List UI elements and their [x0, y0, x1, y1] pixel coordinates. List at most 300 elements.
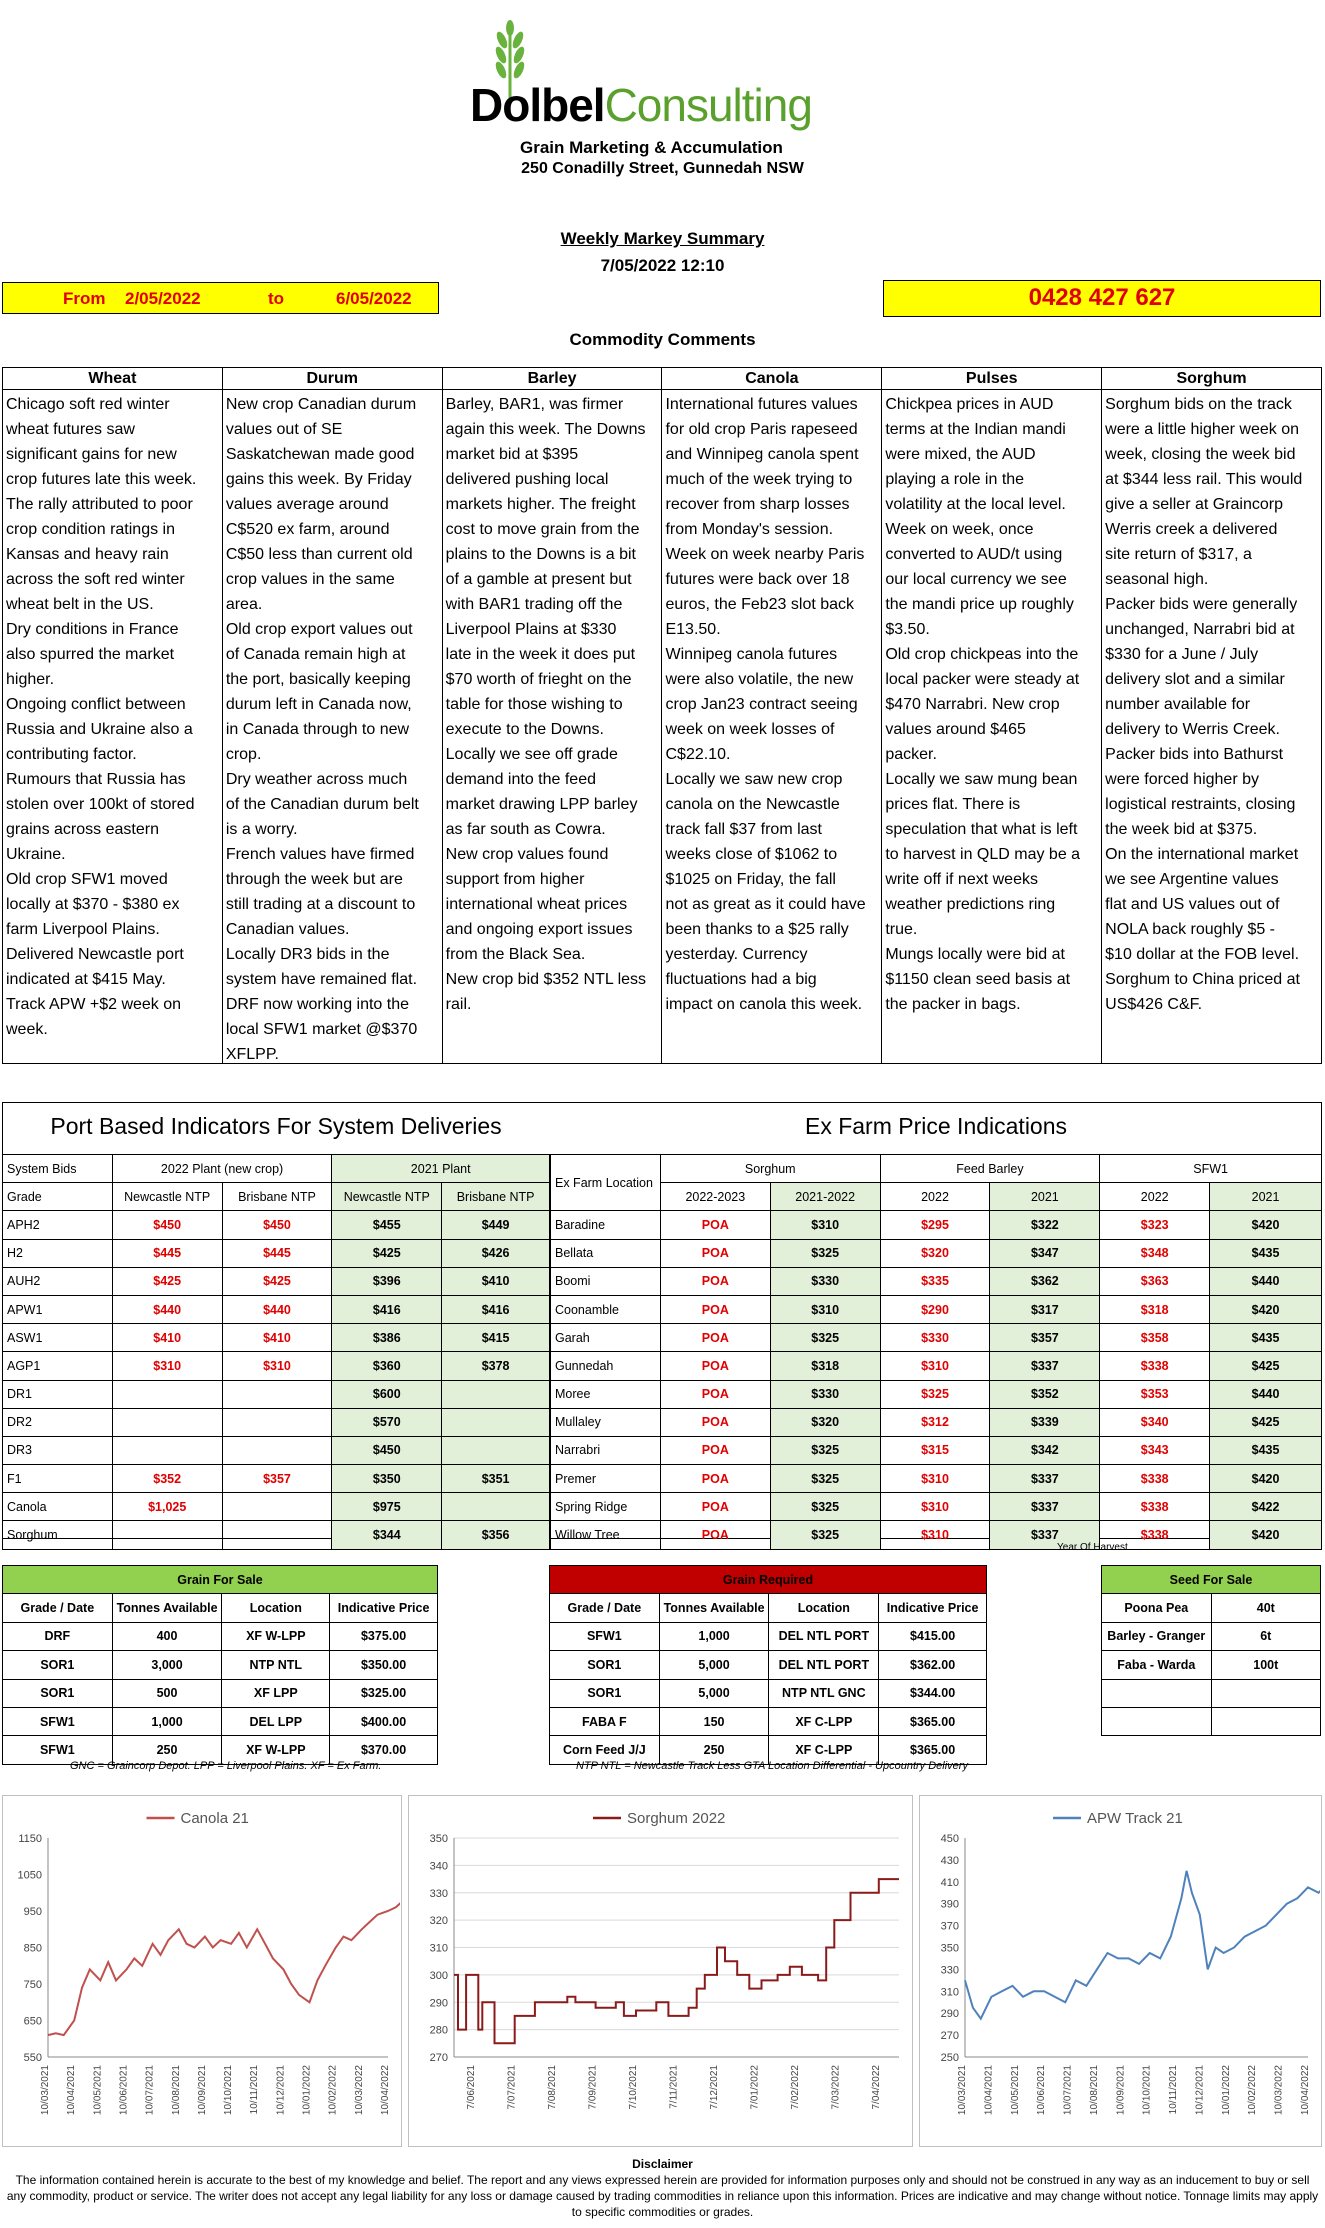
- table-cell: SFW1: [550, 1622, 660, 1650]
- table-row: [3, 1239, 550, 1267]
- price-cell: $325: [880, 1380, 990, 1408]
- price-cell: $310: [880, 1352, 990, 1380]
- sale-note: GNC = Graincorp Depot. LPP = Liverpool Plains. XF = Ex Farm.: [70, 1760, 382, 1772]
- logo-main: Dolbel: [470, 79, 605, 131]
- chart-title: APW Track 21: [1087, 1810, 1183, 1827]
- sorghum-header: Sorghum: [660, 1155, 880, 1183]
- price-cell: $325: [770, 1493, 880, 1521]
- price-cell: $330: [880, 1324, 990, 1352]
- table-cell: Corn Feed J/J: [550, 1736, 660, 1764]
- table-row: [1102, 1707, 1321, 1735]
- table-cell: XF W-LPP: [222, 1736, 330, 1764]
- price-cell: $352: [112, 1465, 222, 1493]
- year-header: 2022: [880, 1183, 990, 1211]
- price-cell: $435: [1210, 1239, 1322, 1267]
- chart-title: Sorghum 2022: [627, 1810, 726, 1827]
- location-cell: Premer: [551, 1465, 661, 1493]
- price-cell: $422: [1210, 1493, 1322, 1521]
- table-cell: 5,000: [659, 1679, 769, 1707]
- table-cell: SOR1: [3, 1651, 113, 1679]
- y-tick-label: 310: [940, 1986, 959, 1999]
- price-cell: $290: [880, 1295, 990, 1323]
- disclaimer-text: The information contained herein is accurate to the best of my knowledge and belief. The report and any views expressed herein are provided for information purposes only and should not be construed in any way as an inducement to buy or sell any commodity, product or service. The writer does not accept any legal liability for any loss or damage caused by trading commodities in reliance upon this information. Prices are indicative and may change without notice. Tonnage limits may apply to specific commodities or grades.: [6, 2173, 1319, 2219]
- y-tick-label: 370: [940, 1920, 959, 1933]
- price-cell: $410: [222, 1324, 332, 1352]
- table-cell: SFW1: [3, 1736, 113, 1764]
- commodity-heading: Sorghum: [1102, 368, 1321, 390]
- y-tick-label: 350: [940, 1942, 959, 1955]
- commodity-column-durum: [223, 368, 443, 1063]
- year-header: 2021: [990, 1183, 1100, 1211]
- table-row: [3, 1352, 550, 1380]
- price-cell: $330: [770, 1380, 880, 1408]
- grain-for-sale-title: Grain For Sale: [3, 1566, 438, 1594]
- logo: [440, 20, 900, 157]
- price-cell: $325: [770, 1436, 880, 1464]
- price-cell: $570: [332, 1408, 442, 1436]
- grade-cell: AUH2: [3, 1267, 113, 1295]
- price-cell: POA: [660, 1211, 770, 1239]
- price-cell: POA: [660, 1465, 770, 1493]
- price-cell: [112, 1436, 222, 1464]
- price-cell: $440: [1210, 1380, 1322, 1408]
- table-cell: [1102, 1679, 1212, 1707]
- price-cell: [222, 1408, 332, 1436]
- price-cell: POA: [660, 1267, 770, 1295]
- table-cell: XF C-LPP: [769, 1736, 879, 1764]
- system-bids-header: System Bids: [3, 1155, 113, 1183]
- price-cell: [112, 1408, 222, 1436]
- price-cell: $353: [1100, 1380, 1210, 1408]
- column-header: Tonnes Available: [659, 1594, 769, 1622]
- y-tick-label: 330: [940, 1964, 959, 1977]
- table-row: [3, 1521, 550, 1549]
- location-cell: Narrabri: [551, 1436, 661, 1464]
- y-tick-label: 320: [429, 1915, 448, 1928]
- y-tick-label: 290: [940, 2008, 959, 2021]
- price-cell: [442, 1408, 550, 1436]
- exfarm-title: Ex Farm Price Indications: [804, 1113, 1068, 1139]
- table-cell: [1211, 1707, 1320, 1735]
- table-cell: DRF: [3, 1622, 113, 1650]
- commodity-comment: Sorghum bids on the track were a little higher week on week, closing the week bid at $344 less rail. This would give a seller at Graincorp Werris creek a delivered site return of $317, a seasonal high. Packer bids were generally unchanged, Narrabri bid at $330 for a June / July delivery slot and a similar number available for delivery to Werris Creek. Packer bids into Bathurst were forced higher by logistical restraints, closing the week bid at $375. On the international market we see Argentine values flat and US values out of NOLA back roughly $5 - $10 dollar at the FOB level. Sorghum to China priced at US$426 C&F.: [1105, 396, 1303, 1013]
- price-cell: [222, 1521, 332, 1549]
- grade-cell: ASW1: [3, 1324, 113, 1352]
- commodity-heading: Pulses: [882, 368, 1101, 390]
- x-tick-label: 7/01/2022: [749, 2065, 761, 2110]
- y-tick-label: 290: [429, 1997, 448, 2010]
- x-tick-label: 10/04/2021: [66, 2065, 78, 2116]
- price-cell: $325: [770, 1324, 880, 1352]
- x-tick-label: 7/09/2021: [587, 2065, 599, 2110]
- table-cell: $370.00: [330, 1736, 438, 1764]
- x-tick-label: 7/06/2021: [466, 2065, 478, 2110]
- x-tick-label: 10/04/2021: [983, 2065, 995, 2116]
- x-tick-label: 10/01/2022: [301, 2065, 313, 2116]
- price-cell: $358: [1100, 1324, 1210, 1352]
- table-row: [550, 1622, 987, 1650]
- table-row: [551, 1239, 1322, 1267]
- table-cell: XF C-LPP: [769, 1707, 879, 1735]
- x-tick-label: 10/02/2022: [1247, 2065, 1259, 2116]
- feed-barley-header: Feed Barley: [880, 1155, 1100, 1183]
- logo-accent: Consulting: [604, 79, 812, 131]
- price-cell: $339: [990, 1408, 1100, 1436]
- grade-cell: DR1: [3, 1380, 113, 1408]
- price-cell: $445: [112, 1239, 222, 1267]
- table-row: [551, 1465, 1322, 1493]
- price-cell: $317: [990, 1295, 1100, 1323]
- table-row: [1102, 1679, 1321, 1707]
- commodity-comments-table: [2, 367, 1322, 1064]
- table-cell: Barley - Granger: [1102, 1622, 1212, 1650]
- price-cell: $449: [442, 1211, 550, 1239]
- chart-title: Canola 21: [180, 1810, 249, 1827]
- seed-for-sale-title: Seed For Sale: [1102, 1566, 1321, 1594]
- x-tick-label: 10/11/2021: [249, 2065, 261, 2115]
- x-tick-label: 7/03/2022: [830, 2065, 842, 2110]
- table-cell: 400: [112, 1622, 222, 1650]
- x-tick-label: 10/09/2021: [196, 2065, 208, 2116]
- location-cell: Gunnedah: [551, 1352, 661, 1380]
- price-cell: $360: [332, 1352, 442, 1380]
- commodity-heading: Durum: [223, 368, 442, 390]
- price-cell: $396: [332, 1267, 442, 1295]
- commodity-comment: Chickpea prices in AUD terms at the Indian mandi were mixed, the AUD playing a role in the volatility at the local level. Week on week, once converted to AUD/t using our local currency we see the mandi price up roughly $3.50. Old crop chickpeas into the local packer were steady at $470 Narrabri. New crop values around $465 packer. Locally we saw mung bean prices flat. There is speculation that what is left to harvest in QLD may be a write off if next weeks weather predictions ring true. Mungs locally were bid at $1150 clean seed basis at the packer in bags.: [885, 396, 1081, 1013]
- y-tick-label: 340: [429, 1860, 448, 1873]
- x-tick-label: 7/10/2021: [628, 2065, 640, 2110]
- table-cell: DEL NTL PORT: [769, 1651, 879, 1679]
- commodity-comment: Barley, BAR1, was firmer again this week. The Downs market bid at $395 delivered pushing local markets higher. The freight cost to move grain from the plains to the Downs is a bit of a gamble at present but with BAR1 trading off the Liverpool Plains at $330 late in the week it does put $70 worth of frieght on the table for those wishing to execute to the Downs. Locally we see off grade demand into the feed market drawing LPP barley as far south as Cowra. New crop values found support from higher international wheat prices and ongoing export issues from the Black Sea. New crop bid $352 NTL less rail.: [445, 396, 647, 1013]
- summary-title: Weekly Markey Summary: [560, 229, 765, 248]
- x-tick-label: 10/02/2022: [327, 2065, 339, 2116]
- table-cell: $365.00: [879, 1707, 987, 1735]
- logo-subtitle: Grain Marketing & Accumulation: [520, 138, 783, 157]
- y-tick-label: 280: [429, 2024, 448, 2037]
- table-row: [551, 1352, 1322, 1380]
- location-cell: Bellata: [551, 1239, 661, 1267]
- table-cell: XF W-LPP: [222, 1622, 330, 1650]
- table-cell: 3,000: [112, 1651, 222, 1679]
- price-cell: $335: [880, 1267, 990, 1295]
- y-tick-label: 300: [429, 1969, 448, 1982]
- chart-canola: [2, 1795, 402, 2147]
- price-cell: $455: [332, 1211, 442, 1239]
- series-line: [454, 1879, 899, 2043]
- series-line: [965, 1871, 1320, 2019]
- table-row: [551, 1436, 1322, 1464]
- column-header: Tonnes Available: [112, 1594, 222, 1622]
- table-row: [551, 1521, 1322, 1549]
- price-cell: $440: [112, 1295, 222, 1323]
- price-cell: $337: [990, 1465, 1100, 1493]
- column-header: Grade / Date: [3, 1594, 113, 1622]
- price-cell: [222, 1493, 332, 1521]
- table-cell: $415.00: [879, 1622, 987, 1650]
- price-cell: POA: [660, 1352, 770, 1380]
- y-tick-label: 850: [23, 1942, 42, 1955]
- table-row: [3, 1493, 550, 1521]
- address: 250 Conadilly Street, Gunnedah NSW: [521, 160, 804, 177]
- table-row: [551, 1295, 1322, 1323]
- location-header: Ex Farm Location: [551, 1155, 661, 1211]
- plant-2021-header: 2021 Plant: [332, 1155, 550, 1183]
- header-row: [550, 1594, 987, 1622]
- table-cell: NTP NTL: [222, 1651, 330, 1679]
- commodity-heading: Barley: [443, 368, 662, 390]
- x-tick-label: 10/07/2021: [1062, 2065, 1074, 2116]
- y-tick-label: 330: [429, 1887, 448, 1900]
- price-cell: $318: [1100, 1295, 1210, 1323]
- table-row: [551, 1211, 1322, 1239]
- price-cell: $350: [332, 1465, 442, 1493]
- x-tick-label: 10/03/2022: [353, 2065, 365, 2116]
- table-cell: SOR1: [550, 1679, 660, 1707]
- sfw1-header: SFW1: [1100, 1155, 1322, 1183]
- table-cell: $400.00: [330, 1707, 438, 1735]
- column-header: Location: [222, 1594, 330, 1622]
- price-cell: $416: [442, 1295, 550, 1323]
- price-cell: $440: [1210, 1267, 1322, 1295]
- grade-cell: AGP1: [3, 1352, 113, 1380]
- column-header: Indicative Price: [330, 1594, 438, 1622]
- price-cell: $435: [1210, 1324, 1322, 1352]
- price-cell: $426: [442, 1239, 550, 1267]
- price-cell: $416: [332, 1295, 442, 1323]
- price-cell: $410: [442, 1267, 550, 1295]
- required-note: NTP NTL = Newcastle Track Less GTA Location Differential - Upcountry Delivery: [576, 1760, 968, 1772]
- price-cell: POA: [660, 1436, 770, 1464]
- commodity-heading: Wheat: [3, 368, 222, 390]
- x-tick-label: 10/06/2021: [118, 2065, 130, 2116]
- price-cell: POA: [660, 1493, 770, 1521]
- price-cell: $357: [990, 1324, 1100, 1352]
- port-indicators-table: [2, 1154, 550, 1550]
- location-cell: Coonamble: [551, 1295, 661, 1323]
- table-row: [3, 1436, 550, 1464]
- price-cell: $320: [770, 1408, 880, 1436]
- commodity-column-canola: [662, 368, 882, 1063]
- table-cell: 250: [112, 1736, 222, 1764]
- price-cell: [442, 1493, 550, 1521]
- price-cell: $425: [1210, 1408, 1322, 1436]
- table-row: [3, 1380, 550, 1408]
- location-cell: Garah: [551, 1324, 661, 1352]
- price-cell: $363: [1100, 1267, 1210, 1295]
- table-row: [3, 1211, 550, 1239]
- price-cell: $315: [880, 1436, 990, 1464]
- table-cell: $350.00: [330, 1651, 438, 1679]
- table-row: [551, 1267, 1322, 1295]
- price-cell: $295: [880, 1211, 990, 1239]
- y-tick-label: 250: [940, 2052, 959, 2064]
- table-row: [3, 1267, 550, 1295]
- price-cell: $310: [880, 1465, 990, 1493]
- price-cell: $310: [880, 1521, 990, 1549]
- price-cell: $445: [222, 1239, 332, 1267]
- price-cell: $450: [332, 1436, 442, 1464]
- x-tick-label: 10/12/2021: [275, 2065, 287, 2116]
- year-header: 2021-2022: [770, 1183, 880, 1211]
- grade-header: Grade: [3, 1183, 113, 1211]
- brisbane-header: Brisbane NTP: [442, 1183, 550, 1211]
- y-tick-label: 950: [23, 1906, 42, 1918]
- y-tick-label: 410: [940, 1876, 959, 1889]
- price-cell: $323: [1100, 1211, 1210, 1239]
- price-cell: $425: [1210, 1352, 1322, 1380]
- table-row: [3, 1679, 438, 1707]
- table-cell: NTP NTL GNC: [769, 1679, 879, 1707]
- price-cell: [222, 1436, 332, 1464]
- table-cell: 6t: [1211, 1622, 1320, 1650]
- year-header: 2021: [1210, 1183, 1322, 1211]
- disclaimer-title: Disclaimer: [632, 2157, 693, 2171]
- x-tick-label: 7/11/2021: [668, 2065, 680, 2109]
- commodity-column-pulses: [882, 368, 1102, 1063]
- x-tick-label: 10/10/2021: [223, 2065, 235, 2116]
- grade-cell: APW1: [3, 1295, 113, 1323]
- from-label: From: [63, 289, 106, 308]
- commodity-heading: Canola: [662, 368, 881, 390]
- apw-chart-svg: [920, 1796, 1320, 2145]
- x-tick-label: 10/07/2021: [144, 2065, 156, 2116]
- price-cell: $337: [990, 1493, 1100, 1521]
- price-cell: POA: [660, 1295, 770, 1323]
- newcastle-header: Newcastle NTP: [332, 1183, 442, 1211]
- table-cell: FABA F: [550, 1707, 660, 1735]
- table-cell: 100t: [1211, 1651, 1320, 1679]
- price-cell: $415: [442, 1324, 550, 1352]
- price-cell: $425: [332, 1239, 442, 1267]
- to-label: to: [268, 289, 285, 308]
- table-cell: SOR1: [550, 1651, 660, 1679]
- grade-cell: DR2: [3, 1408, 113, 1436]
- x-tick-label: 10/08/2021: [170, 2065, 182, 2116]
- year-header: 2022: [1100, 1183, 1210, 1211]
- x-tick-label: 10/06/2021: [1036, 2065, 1048, 2116]
- y-tick-label: 390: [940, 1898, 959, 1911]
- commodity-column-barley: [443, 368, 663, 1063]
- table-cell: Faba - Warda: [1102, 1651, 1212, 1679]
- table-row: [3, 1324, 550, 1352]
- year-header: 2022-2023: [660, 1183, 770, 1211]
- price-cell: $351: [442, 1465, 550, 1493]
- grade-cell: F1: [3, 1465, 113, 1493]
- price-cell: $338: [1100, 1352, 1210, 1380]
- price-cell: POA: [660, 1521, 770, 1549]
- table-cell: 5,000: [659, 1651, 769, 1679]
- price-cell: $310: [770, 1211, 880, 1239]
- seed-for-sale-table: [1101, 1565, 1321, 1736]
- price-cell: [222, 1380, 332, 1408]
- y-tick-label: 1150: [18, 1833, 42, 1845]
- location-cell: Boomi: [551, 1267, 661, 1295]
- table-row: [1102, 1651, 1321, 1679]
- x-tick-label: 10/12/2021: [1194, 2065, 1206, 2116]
- brisbane-header: Brisbane NTP: [222, 1183, 332, 1211]
- x-tick-label: 10/04/2022: [380, 2065, 391, 2116]
- table-row: [551, 1493, 1322, 1521]
- location-cell: Baradine: [551, 1211, 661, 1239]
- table-row: [551, 1408, 1322, 1436]
- table-cell: 150: [659, 1707, 769, 1735]
- exfarm-table: [550, 1154, 1322, 1550]
- x-tick-label: 10/03/2022: [1273, 2065, 1285, 2116]
- table-row: [3, 1707, 438, 1735]
- commodity-comment: Chicago soft red winter wheat futures saw significant gains for new crop futures late this week. The rally attributed to poor crop condition ratings in Kansas and heavy rain across the soft red winter wheat belt in the US. Dry conditions in France also spurred the market higher. Ongoing conflict between Russia and Ukraine also a contributing factor. Rumours that Russia has stolen over 100kt of stored grains across eastern Ukraine. Old crop SFW1 moved locally at $370 - $380 ex farm Liverpool Plains. Delivered Newcastle port indicated at $415 May. Track APW +$2 week on week.: [6, 396, 197, 1038]
- commodity-column-wheat: [3, 368, 223, 1063]
- grade-cell: Canola: [3, 1493, 113, 1521]
- location-cell: Mullaley: [551, 1408, 661, 1436]
- price-cell: $340: [1100, 1408, 1210, 1436]
- price-cell: $310: [880, 1493, 990, 1521]
- table-cell: $362.00: [879, 1651, 987, 1679]
- price-cell: POA: [660, 1324, 770, 1352]
- price-cell: $450: [112, 1211, 222, 1239]
- x-tick-label: 10/11/2021: [1168, 2065, 1180, 2115]
- table-cell: $375.00: [330, 1622, 438, 1650]
- grade-cell: APH2: [3, 1211, 113, 1239]
- price-cell: $440: [222, 1295, 332, 1323]
- x-tick-label: 10/10/2021: [1141, 2065, 1153, 2116]
- table-row: [3, 1408, 550, 1436]
- price-cell: $600: [332, 1380, 442, 1408]
- table-row: [550, 1651, 987, 1679]
- price-cell: $310: [222, 1352, 332, 1380]
- price-cell: $337: [990, 1521, 1100, 1549]
- price-cell: $338: [1100, 1493, 1210, 1521]
- table-row: [551, 1324, 1322, 1352]
- price-cell: $310: [112, 1352, 222, 1380]
- price-cell: $338: [1100, 1521, 1210, 1549]
- price-cell: [442, 1380, 550, 1408]
- price-cell: $322: [990, 1211, 1100, 1239]
- x-tick-label: 7/07/2021: [506, 2065, 518, 2110]
- chart-sorghum: [408, 1795, 913, 2147]
- table-row: [1102, 1622, 1321, 1650]
- price-cell: $342: [990, 1436, 1100, 1464]
- price-cell: $325: [770, 1521, 880, 1549]
- location-cell: Spring Ridge: [551, 1493, 661, 1521]
- newcastle-header: Newcastle NTP: [112, 1183, 222, 1211]
- price-cell: $325: [770, 1239, 880, 1267]
- from-date: 2/05/2022: [125, 289, 201, 308]
- y-tick-label: 310: [429, 1942, 448, 1955]
- grain-required-title: Grain Required: [550, 1566, 987, 1594]
- x-tick-label: 7/08/2021: [547, 2065, 559, 2110]
- y-tick-label: 270: [940, 2030, 959, 2043]
- price-cell: $347: [990, 1239, 1100, 1267]
- grade-cell: Sorghum: [3, 1521, 113, 1549]
- summary-date: 7/05/2022 12:10: [600, 256, 725, 275]
- x-tick-label: 7/04/2022: [870, 2065, 882, 2110]
- date-range-box: [2, 282, 439, 314]
- table-cell: DEL LPP: [222, 1707, 330, 1735]
- y-tick-label: 1050: [17, 1869, 42, 1882]
- y-tick-label: 650: [23, 2015, 42, 2028]
- x-tick-label: 10/05/2021: [92, 2065, 104, 2116]
- commodity-comments-title: Commodity Comments: [569, 330, 756, 349]
- table-cell: 1,000: [112, 1707, 222, 1735]
- x-tick-label: 10/03/2021: [40, 2065, 51, 2116]
- price-cell: $420: [1210, 1521, 1322, 1549]
- price-cell: POA: [660, 1380, 770, 1408]
- price-cell: $450: [222, 1211, 332, 1239]
- price-cell: $362: [990, 1267, 1100, 1295]
- x-tick-label: 10/04/2022: [1300, 2065, 1311, 2116]
- grain-for-sale-table: [2, 1565, 438, 1765]
- table-row: [3, 1465, 550, 1493]
